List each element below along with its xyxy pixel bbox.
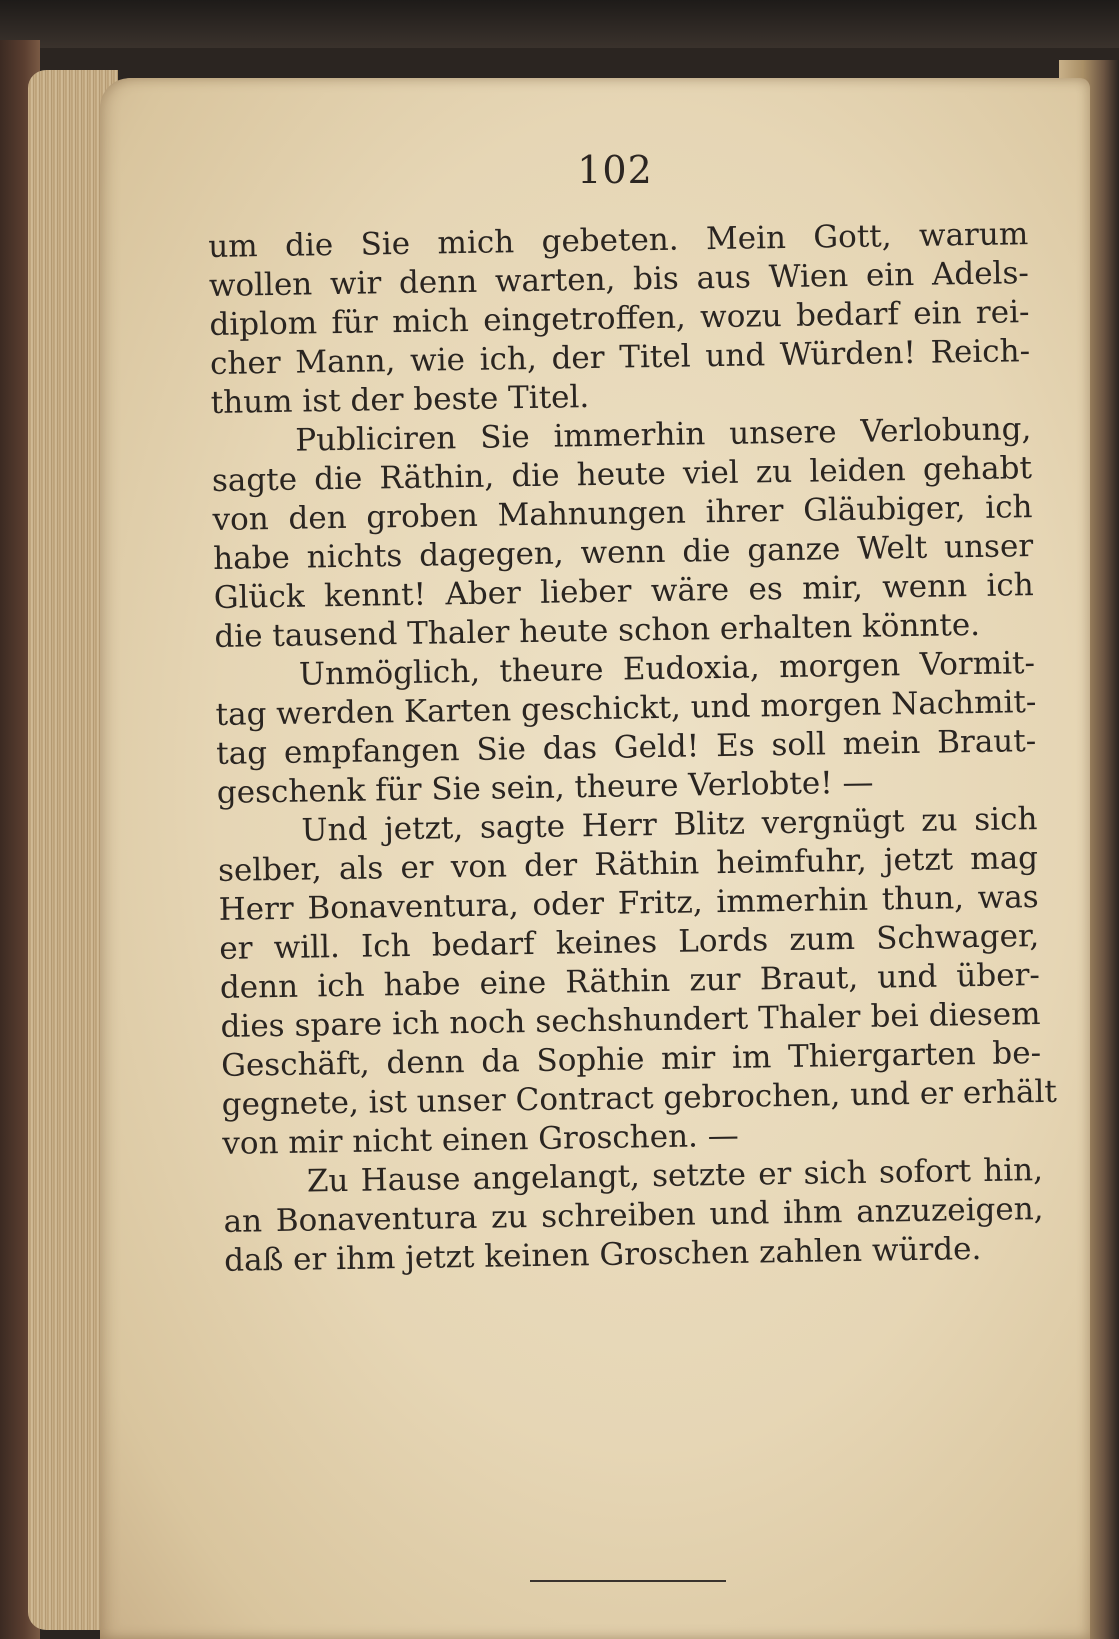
text-line: er will. Ich bedarf keines Lords zum Schwager, (219, 918, 1040, 967)
text-line: dies spare ich noch sechshundert Thaler bei diesem (220, 996, 1041, 1045)
text-line: thum ist der beste Titel. (210, 379, 590, 421)
text-line: sagte die Räthin, die heute viel zu leiden gehabt (211, 450, 1033, 499)
text-line: tag werden Karten geschickt, und morgen Nachmit- (215, 684, 1037, 733)
text-line: von den groben Mahnungen ihrer Gläubiger, ich (212, 489, 1033, 538)
text-line: die tausend Thaler heute schon erhalten könnte. (214, 606, 981, 655)
text-line: daß er ihm jetzt keinen Groschen zahlen würde. (223, 1230, 982, 1279)
text-line: gegnete, ist unser Contract gebrochen, und er erhält (221, 1073, 1058, 1123)
text-line: wollen wir denn warten, bis aus Wien ein Adels- (208, 255, 1030, 304)
text-line: Unmöglich, theure Eudoxia, morgen Vormit- (298, 645, 1036, 693)
text-line: Publiciren Sie immerhin unsere Verlobung, (295, 411, 1032, 459)
text-line: Und jetzt, sagte Herr Blitz vergnügt zu sich (301, 801, 1038, 849)
text-line: selber, als er von der Räthin heimfuhr, jetzt mag (217, 840, 1039, 889)
page-number: 102 (577, 148, 653, 192)
text-line: Zu Hause angelangt, setzte er sich sofort hin, (306, 1152, 1044, 1200)
text-line: geschenk für Sie sein, theure Verlobte! — (216, 764, 874, 811)
scan-background-top (0, 0, 1119, 48)
body-text (208, 215, 1058, 1281)
text-line: Glück kennt! Aber lieber wäre es mir, wenn ich (213, 567, 1034, 616)
text-line: habe nichts dagegen, wenn die ganze Welt unser (212, 528, 1034, 577)
text-line: an Bonaventura zu schreiben und ihm anzuzeigen, (223, 1190, 1044, 1240)
text-line: denn ich habe eine Räthin zur Braut, und über- (219, 957, 1041, 1006)
text-line: um die Sie mich gebeten. Mein Gott, warum (208, 216, 1029, 265)
text-line: diplom für mich eingetroffen, wozu bedarf ein rei- (209, 294, 1030, 343)
text-line: Herr Bonaventura, oder Fritz, immerhin thun, was (218, 879, 1039, 928)
end-divider-rule (530, 1580, 726, 1582)
text-line: tag empfangen Sie das Geld! Es soll mein Braut- (215, 723, 1037, 772)
text-line: cher Mann, wie ich, der Titel und Würden! Reich- (209, 333, 1031, 382)
text-line: Geschäft, denn da Sophie mir im Thiergarten be- (220, 1035, 1042, 1084)
text-line: von mir nicht einen Groschen. — (222, 1117, 739, 1162)
